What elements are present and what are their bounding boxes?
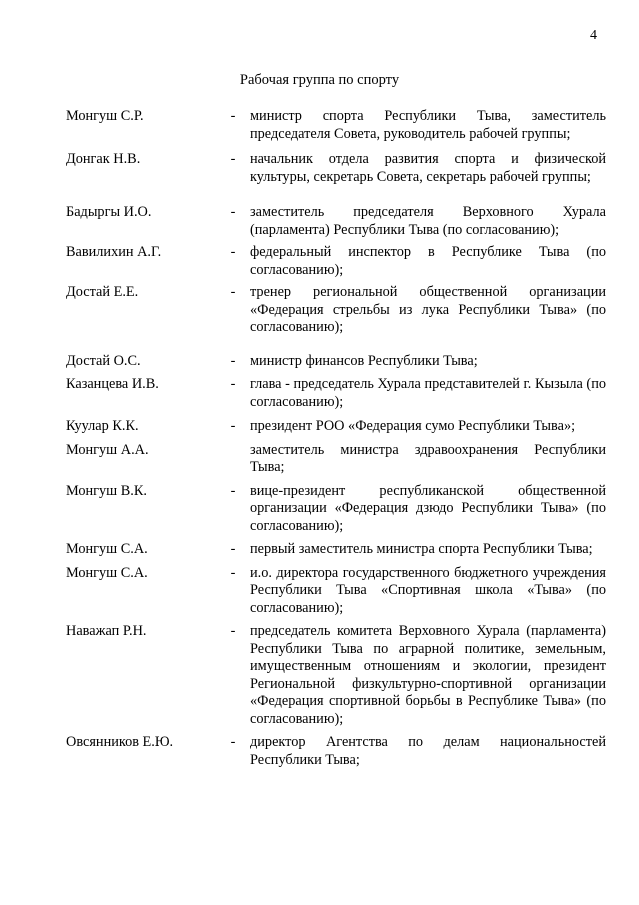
member-dash: -	[230, 244, 236, 260]
member-name: Монгуш В.К.	[66, 482, 147, 499]
member-row	[66, 623, 606, 728]
member-role: министр финансов Республики Тыва;	[250, 352, 478, 369]
member-role: директор Агентства по делам национальностей Республики Тыва;	[250, 734, 606, 768]
member-name: Достай О.С.	[66, 352, 141, 369]
member-name: Достай Е.Е.	[66, 284, 139, 300]
member-dash: -	[230, 541, 236, 557]
member-role: и.о. директора государственного бюджетного учреждения Республики Тыва «Спортивная школа «Тыва» (по согласованию);	[250, 564, 606, 616]
member-row	[66, 108, 606, 143]
member-role: министр спорта Республики Тыва, заместитель председателя Совета, руководитель рабочей группы;	[250, 108, 606, 142]
member-row	[66, 151, 606, 186]
member-dash: -	[230, 564, 236, 581]
member-row	[66, 418, 606, 436]
member-dash: -	[230, 284, 236, 300]
member-row	[66, 442, 606, 477]
member-name: Казанцева И.В.	[66, 376, 159, 392]
member-row	[66, 734, 606, 769]
member-row	[66, 483, 606, 536]
member-name: Бадыргы И.О.	[66, 204, 152, 220]
member-role: первый заместитель министра спорта Республики Тыва;	[250, 541, 593, 557]
page-title: Рабочая группа по спорту	[239, 72, 400, 88]
member-name: Монгуш С.Р.	[66, 108, 144, 124]
member-row	[66, 284, 606, 337]
member-name: Овсянников Е.Ю.	[66, 734, 174, 750]
member-name: Монгуш С.А.	[66, 541, 148, 557]
member-dash: -	[230, 418, 236, 434]
member-dash: -	[230, 482, 236, 499]
member-dash: -	[230, 623, 236, 639]
member-name: Донгак Н.В.	[66, 151, 141, 167]
member-dash: -	[230, 151, 236, 167]
member-dash: -	[230, 352, 236, 369]
member-name: Монгуш С.А.	[66, 564, 148, 581]
member-role: начальник отдела развития спорта и физической культуры, секретарь Совета, секретарь рабочей группы;	[250, 151, 606, 185]
member-role: вице-президент республиканской общественной организации «Федерация дзюдо Республики Тыва» (по согласованию);	[250, 482, 606, 534]
member-row	[66, 541, 606, 559]
member-role: глава - председатель Хурала представителей г. Кызыла (по согласованию);	[250, 376, 606, 410]
member-row	[66, 353, 606, 371]
member-list	[66, 108, 606, 769]
member-dash: -	[230, 376, 236, 392]
member-dash: -	[230, 734, 236, 750]
member-row	[66, 244, 606, 279]
member-dash: -	[230, 204, 236, 220]
member-role: заместитель министра здравоохранения Республики Тыва;	[250, 441, 606, 475]
member-role: председатель комитета Верховного Хурала (парламента) Республики Тыва по аграрной политике, земельным, имущественным отношениям и экологии, президент Региональной физкультурно-спортивной организации «Федерация спортивной борьбы в Республике Тыва» (по согласованию);	[250, 623, 606, 727]
member-name: Монгуш А.А.	[66, 441, 149, 458]
member-dash: -	[230, 108, 236, 124]
member-name: Куулар К.К.	[66, 418, 139, 434]
member-name: Наважап Р.Н.	[66, 623, 147, 639]
member-role: заместитель председателя Верховного Хурала (парламента) Республики Тыва (по согласованию);	[250, 204, 606, 238]
member-role: федеральный инспектор в Республике Тыва (по согласованию);	[250, 244, 606, 278]
member-row	[66, 565, 606, 618]
member-role: тренер региональной общественной организации «Федерация стрельбы из лука Республики Тыва» (по согласованию);	[250, 284, 606, 335]
page-number: 4	[590, 28, 597, 43]
member-row	[66, 204, 606, 239]
member-row	[66, 376, 606, 411]
member-role: президент РОО «Федерация сумо Республики Тыва»;	[250, 418, 576, 434]
member-name: Вавилихин А.Г.	[66, 244, 162, 260]
